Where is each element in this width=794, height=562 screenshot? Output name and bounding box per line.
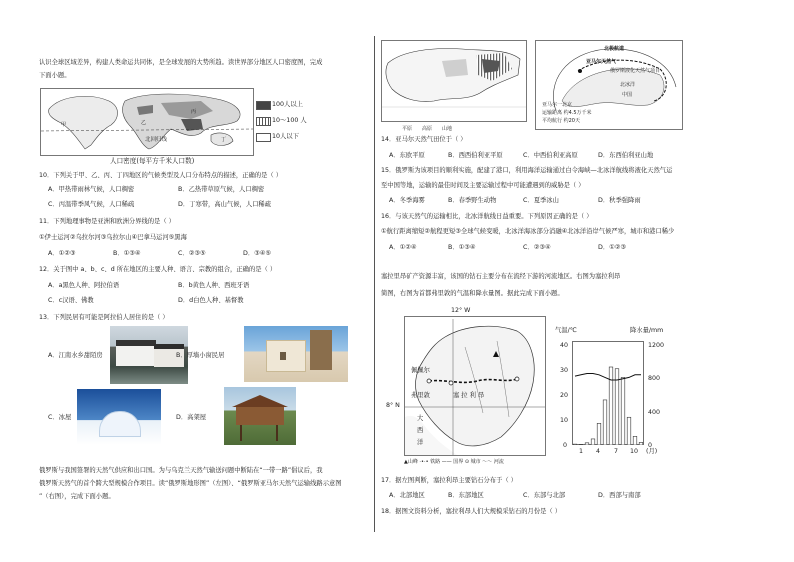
climate-chart (572, 341, 644, 445)
map3-latitude-label: 8° N (386, 402, 400, 409)
precip-bar (573, 444, 577, 445)
q13-option-b[interactable]: B．厚墙小窗民居 (176, 352, 225, 359)
precip-bar (627, 417, 631, 445)
column-divider (374, 36, 375, 532)
yamal-route-map (535, 40, 683, 130)
tropic-label: 北回归线 (145, 137, 168, 143)
q14-option-c[interactable]: C．中西伯利亚高原 (523, 152, 578, 159)
q15-stem: 15．俄罗斯为该项目的顺利实施，配建了港口，利用海洋运输通过白令海峡—北冰洋航线将液化天然气运 (381, 167, 673, 174)
russia-intro-line-2: 俄罗斯天然气的首个跨大型规模合作项目。读“俄罗斯地形图”（左图）、“俄罗斯亚马尔天然气运输线路示意图 (39, 480, 342, 487)
lng-project-label: 俄罗斯液化天然气项目 (610, 68, 661, 74)
legend-label-medium: 10～100 人 (272, 117, 307, 124)
legend-swatch-medium (256, 117, 271, 126)
climate-chart-frame (573, 342, 644, 445)
month-label-4: 4 (596, 448, 601, 455)
legend-swatch-dense (256, 101, 271, 110)
precip-tick-400: 400 (648, 409, 661, 416)
terrain-legend-mountain: 山地 (442, 126, 453, 132)
precip-tick-0: 0 (648, 442, 653, 449)
climate-temp-title: 气温/℃ (555, 327, 577, 334)
q11-items: ①伊士运河②乌拉尔河③乌拉尔山④巴拿马运河⑤黑海 (39, 234, 187, 241)
precip-bar (597, 423, 601, 445)
sierra-intro-line-1: 塞拉里昂矿产资源丰富，该国的钻石主要分布在流经下游的河流地区。右图为塞拉利昂 (381, 273, 621, 280)
q16-items: ①航行距离缩短②航程更短③全球气候变暖，北冰洋海冰部分消融④北冰洋沿岸气候严寒，城市和港口稀少 (381, 228, 675, 235)
month-label-7: 7 (614, 448, 619, 455)
svg-text:丁: 丁 (221, 137, 227, 143)
q13-stem: 13．下列民居有可能是阿拉伯人居住的是（ ） (39, 314, 169, 321)
sierra-leone-graphic (405, 317, 545, 455)
photo-thick-wall-house (244, 326, 348, 382)
q16-option-c[interactable]: C．②③④ (523, 244, 551, 251)
ocean-label-1: 大 (417, 415, 424, 422)
q15-stem-cont: 至中国等地，运输的最佳时间及主要运输过程中可能遭遇到的威胁是（ ） (381, 182, 585, 189)
terrain-legend-plateau: 高原 (422, 126, 433, 132)
q15-option-a[interactable]: A．冬季海雾 (389, 197, 425, 204)
q18-stem: 18．据图文资料分析，塞拉利昂人们大规模采钻石的月份是（ ） (381, 508, 562, 515)
q11-option-b[interactable]: B．①③④ (113, 250, 141, 257)
q11-option-c[interactable]: C．②③⑤ (178, 250, 206, 257)
terrain-legend-plain: 平原 (402, 126, 413, 132)
q12-option-c[interactable]: C．c汉语、佛教 (48, 297, 94, 304)
climate-precip-title: 降水量/mm (630, 327, 664, 334)
russia-terrain-graphic (382, 41, 526, 121)
country-label: 塞 拉 利 昂 (453, 392, 485, 399)
photo-igloo (77, 389, 161, 445)
temp-tick-10: 10 (560, 417, 569, 424)
intro-line-2: 下面小题。 (39, 72, 71, 79)
q15-option-d[interactable]: D．秋季强降雨 (598, 197, 641, 204)
q10-option-b[interactable]: B．乙热带草原气候，人口稠密 (178, 186, 265, 193)
temperature-line (575, 374, 641, 381)
russia-terrain-map (381, 40, 527, 122)
precip-tick-1200: 1200 (648, 342, 665, 349)
q10-option-a[interactable]: A．甲热带雨林气候，人口稠密 (48, 186, 135, 193)
q11-option-d[interactable]: D．③④⑤ (243, 250, 272, 257)
precip-bar (609, 367, 613, 445)
q10-option-d[interactable]: D．丁寒带，高山气候，人口稀疏 (178, 201, 272, 208)
q12-stem: 12．关于图中 a、b、c、d 所在地区的主要人种、语言、宗教的组合，正确的是（ ） (39, 266, 277, 273)
q13-option-a[interactable]: A．江南水乡甜陌房 (48, 352, 103, 359)
q15-option-c[interactable]: C．夏季冰山 (523, 197, 559, 204)
legend-swatch-sparse (256, 133, 271, 142)
russia-intro-line-1: 俄罗斯与我国签署的天然气供应和出口国。为与乌克兰天然气输送问题中断陆在“一带一路”倡议后，我 (39, 467, 323, 474)
precip-bar (639, 442, 643, 445)
city-label-pepel: 佩佩尔 (411, 367, 430, 374)
map-caption: 人口密度(每平方千米人口数) (110, 157, 195, 165)
q16-option-a[interactable]: A．①②④ (389, 244, 417, 251)
q16-option-b[interactable]: B．①③④ (448, 244, 476, 251)
svg-text:丙: 丙 (191, 109, 197, 115)
q14-option-b[interactable]: B．西西伯利亚平原 (448, 152, 503, 159)
q17-option-b[interactable]: B．东部地区 (448, 492, 484, 499)
q12-option-a[interactable]: A．a黑色人种、阿拉伯语 (48, 282, 120, 289)
q15-option-b[interactable]: B．春季野生动物 (448, 197, 497, 204)
q14-stem: 14．亚马尔天然气田位于（ ） (381, 136, 467, 143)
q16-option-d[interactable]: D．①②③ (598, 244, 627, 251)
q14-option-a[interactable]: A．东欧平原 (389, 152, 425, 159)
q10-stem: 10．下列关于甲、乙、丙、丁四地区的气候类型及人口分布特点的描述，正确的是（ ） (39, 172, 282, 179)
q14-option-d[interactable]: D．东西伯利亚山地 (598, 152, 654, 159)
q13-option-c[interactable]: C．冰屋 (48, 414, 72, 421)
q17-option-d[interactable]: D．西部与南部 (598, 492, 641, 499)
q17-option-a[interactable]: A．北部地区 (389, 492, 425, 499)
precip-bar (633, 436, 637, 445)
map3-legend: ▲山峰 ·•·• 铁路 —— 国界 ⊙ 城市 ～～ 河流 (404, 459, 504, 465)
route-note-2: 运输距离 约4.5万千米 (542, 110, 592, 116)
precip-tick-800: 800 (648, 375, 661, 382)
temp-tick-40: 40 (560, 342, 569, 349)
q17-stem: 17．据左图判断，塞拉利昂主要钻石分布于（ ） (381, 477, 517, 484)
month-label-unit: (月) (646, 448, 658, 455)
svg-text:乙: 乙 (141, 120, 147, 126)
month-label-10: 10 (630, 448, 639, 455)
shipping-lane-label: 北极航道 (604, 46, 625, 52)
month-label-1: 1 (579, 448, 584, 455)
yamal-label: 亚马尔天然气 (586, 59, 617, 65)
russia-intro-line-3: ”（右图），完成下面小题。 (39, 493, 115, 500)
population-map-graphic (41, 89, 253, 155)
temp-tick-20: 20 (560, 392, 569, 399)
population-density-map (40, 88, 254, 156)
intro-line-1: 认识全球区域差异，构建人类命运共同体，是全球发展的大势所趋。读世界部分地区人口密度图，完成 (39, 59, 323, 66)
sierra-leone-map (404, 316, 546, 456)
route-note-3: 平均航行 约20天 (542, 118, 580, 124)
route-note-1: 亚马尔一北京 (542, 102, 573, 108)
legend-label-sparse: 10人以下 (272, 133, 299, 140)
precip-bar (585, 443, 589, 445)
temp-tick-0: 0 (563, 442, 568, 449)
q13-option-d[interactable]: D．高架屋 (176, 414, 207, 421)
map3-longitude-label: 12° W (451, 307, 471, 314)
q12-option-d[interactable]: D．d白色人种、基督教 (178, 297, 244, 304)
city-label-freetown: 弗里敦 (411, 392, 430, 399)
ocean-label-3: 洋 (417, 439, 424, 446)
photo-stilt-house (224, 387, 296, 445)
precip-bar (591, 439, 595, 445)
temp-tick-30: 30 (560, 367, 569, 374)
svg-text:甲: 甲 (61, 122, 67, 128)
q10-option-c[interactable]: C．丙温带季风气候，人口稀疏 (48, 201, 135, 208)
sierra-intro-line-2: 简图，右图为首都弗里敦的气温和降水量图。据此完成下面小题。 (381, 290, 564, 297)
precip-bar (621, 377, 625, 445)
legend-label-dense: 100人以上 (272, 101, 303, 108)
precip-bar (603, 400, 607, 445)
q11-option-a[interactable]: A．①②③ (48, 250, 76, 257)
q11-stem: 11．下列地理事物是亚洲和欧洲分界线的是（ ） (39, 218, 175, 225)
q12-option-b[interactable]: B．b黄色人种、西班牙语 (178, 282, 250, 289)
china-label: 中国 (622, 92, 633, 98)
q17-option-c[interactable]: C．东部与北部 (523, 492, 566, 499)
ocean-label-2: 西 (417, 427, 424, 434)
q16-stem: 16．与该天然气的运输相比，北冰洋航线日益重要。下列原因正确的是（ ） (381, 213, 593, 220)
arctic-label: 北冰洋 (620, 82, 636, 88)
